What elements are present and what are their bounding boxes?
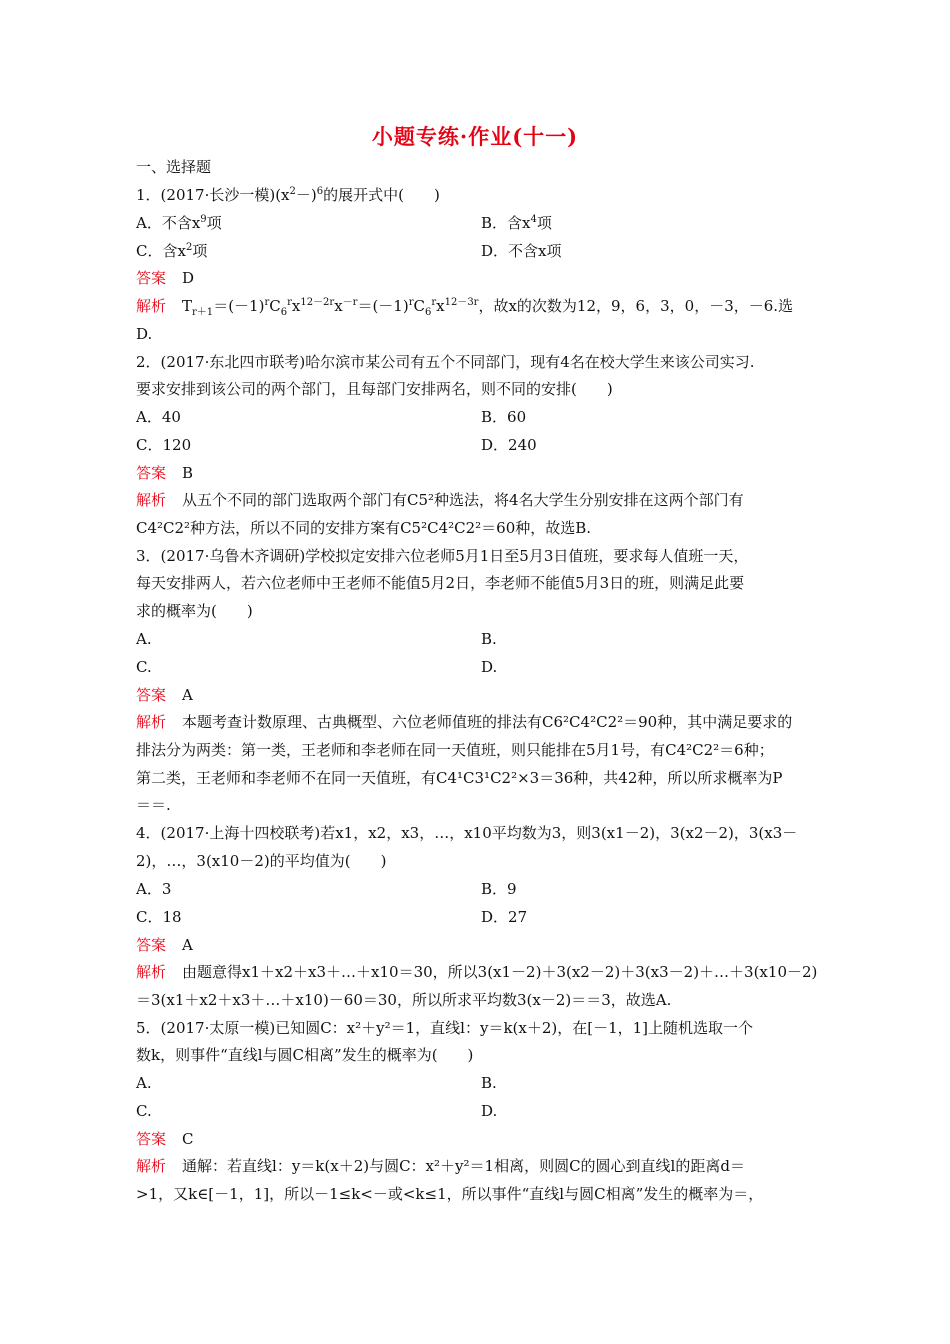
q2-option-a: A．40 — [136, 408, 181, 426]
q2-stem-line-1: 2．(2017·东北四市联考)哈尔滨市某公司有五个不同部门，现有4名在校大学生来该公司实习. — [136, 353, 755, 371]
q2-option-c: C．120 — [136, 436, 192, 454]
q5-option-c: C. — [136, 1102, 152, 1120]
q5-stem-line-2: 数k，则事件“直线l与圆C相离”发生的概率为( ) — [136, 1046, 474, 1064]
q3-analysis-line-2: 排法分为两类：第一类，王老师和李老师在同一天值班，则只能排在5月1号，有C4²C2²＝6种； — [136, 741, 774, 759]
q1-option-c: C．含$x^2$项 — [136, 242, 208, 260]
q1-option-b: B．含$x^4$项 — [481, 214, 552, 232]
q3-analysis-line-3: 第二类，王老师和李老师不在同一天值班，有C4¹C3¹C2²×3＝36种，共42种，所以所求概率为P — [136, 769, 783, 787]
q3-answer: 答案 A — [136, 686, 193, 704]
q5-analysis-line-2: >1，又k∈[－1，1]，所以－1≤k<－或<k≤1，所以事件“直线l与圆C相离”发生的概率为＝， — [136, 1185, 764, 1203]
page-title: 小题专练·作业(十一) — [371, 124, 579, 149]
q4-stem-line-2: 2)，…，3(x10－2)的平均值为( ) — [136, 852, 387, 870]
q5-stem-line-1: 5．(2017·太原一模)已知圆C：x²＋y²＝1，直线l：y＝k(x＋2)，在[－1，1]上随机选取一个 — [136, 1019, 754, 1037]
q4-answer: 答案 A — [136, 936, 193, 954]
q4-option-c: C．18 — [136, 908, 182, 926]
q5-option-a: A. — [136, 1074, 152, 1092]
q3-stem-line-2: 每天安排两人，若六位老师中王老师不能值5月2日，李老师不能值5月3日的班，则满足此要 — [136, 574, 745, 592]
q1-stem: 1．(2017·长沙一模)$(x^2-)^6$的展开式中( ) — [136, 186, 440, 204]
q2-stem-line-2: 要求安排到该公司的两个部门，且每部门安排两名，则不同的安排( ) — [136, 380, 613, 398]
q2-answer: 答案 B — [136, 464, 194, 482]
q3-stem-line-1: 3．(2017·乌鲁木齐调研)学校拟定安排六位老师5月1日至5月3日值班，要求每人值班一天， — [136, 547, 749, 565]
q4-option-d: D．27 — [481, 908, 528, 926]
q5-option-d: D. — [481, 1102, 498, 1120]
section-heading: 一、选择题 — [136, 158, 212, 176]
q4-stem-line-1: 4．(2017·上海十四校联考)若x1，x2，x3，…，x10平均数为3，则3(x1－2)，3(x2－2)，3(x3－ — [136, 824, 798, 842]
q4-analysis-line-1: 解析 由题意得x1＋x2＋x3＋…＋x10＝30，所以3(x1－2)＋3(x2－2)＋3(x3－2)＋…＋3(x10－2) — [136, 963, 818, 981]
q2-option-b: B．60 — [481, 408, 527, 426]
q1-option-d: D．不含x项 — [481, 242, 562, 260]
q5-answer: 答案 C — [136, 1130, 194, 1148]
q3-option-a: A. — [136, 630, 152, 648]
q2-option-d: D．240 — [481, 436, 537, 454]
q4-option-b: B．9 — [481, 880, 517, 898]
q3-stem-line-3: 求的概率为( ) — [136, 602, 253, 620]
q5-option-b: B. — [481, 1074, 497, 1092]
q3-analysis-line-4: ＝＝. — [136, 796, 171, 814]
q3-option-c: C. — [136, 658, 152, 676]
q2-analysis-line-1: 解析 从五个不同的部门选取两个部门有C5²种选法，将4名大学生分别安排在这两个部门有 — [136, 491, 744, 509]
q4-analysis-line-2: ＝3(x1＋x2＋x3＋…＋x10)－60＝30，所以所求平均数3(x－2)＝＝3，故选A. — [136, 991, 672, 1009]
q4-option-a: A．3 — [136, 880, 172, 898]
q5-analysis-line-1: 解析 通解：若直线l：y＝k(x＋2)与圆C：x²＋y²＝1相离，则圆C的圆心到直线l的距离d＝ — [136, 1157, 745, 1175]
q3-analysis-line-1: 解析 本题考查计数原理、古典概型、六位老师值班的排法有C6²C4²C2²＝90种，其中满足要求的 — [136, 713, 793, 731]
q1-analysis-line-1: 解析 $T_{r+1}=(-1)^rC_6^rx^{12-2r}x^{-r}=(-1)^rC_6^rx^{12-3r}$，故x的次数为12，9，6，3，0，－3，－6.选 — [136, 297, 794, 318]
q1-answer: 答案 D — [136, 269, 195, 287]
q3-option-d: D. — [481, 658, 498, 676]
q1-analysis-line-2: D. — [136, 325, 153, 343]
q3-option-b: B. — [481, 630, 497, 648]
q1-option-a: A．不含$x^9$项 — [136, 214, 222, 232]
q2-analysis-line-2: C4²C2²种方法，所以不同的安排方案有C5²C4²C2²＝60种，故选B. — [136, 519, 592, 537]
